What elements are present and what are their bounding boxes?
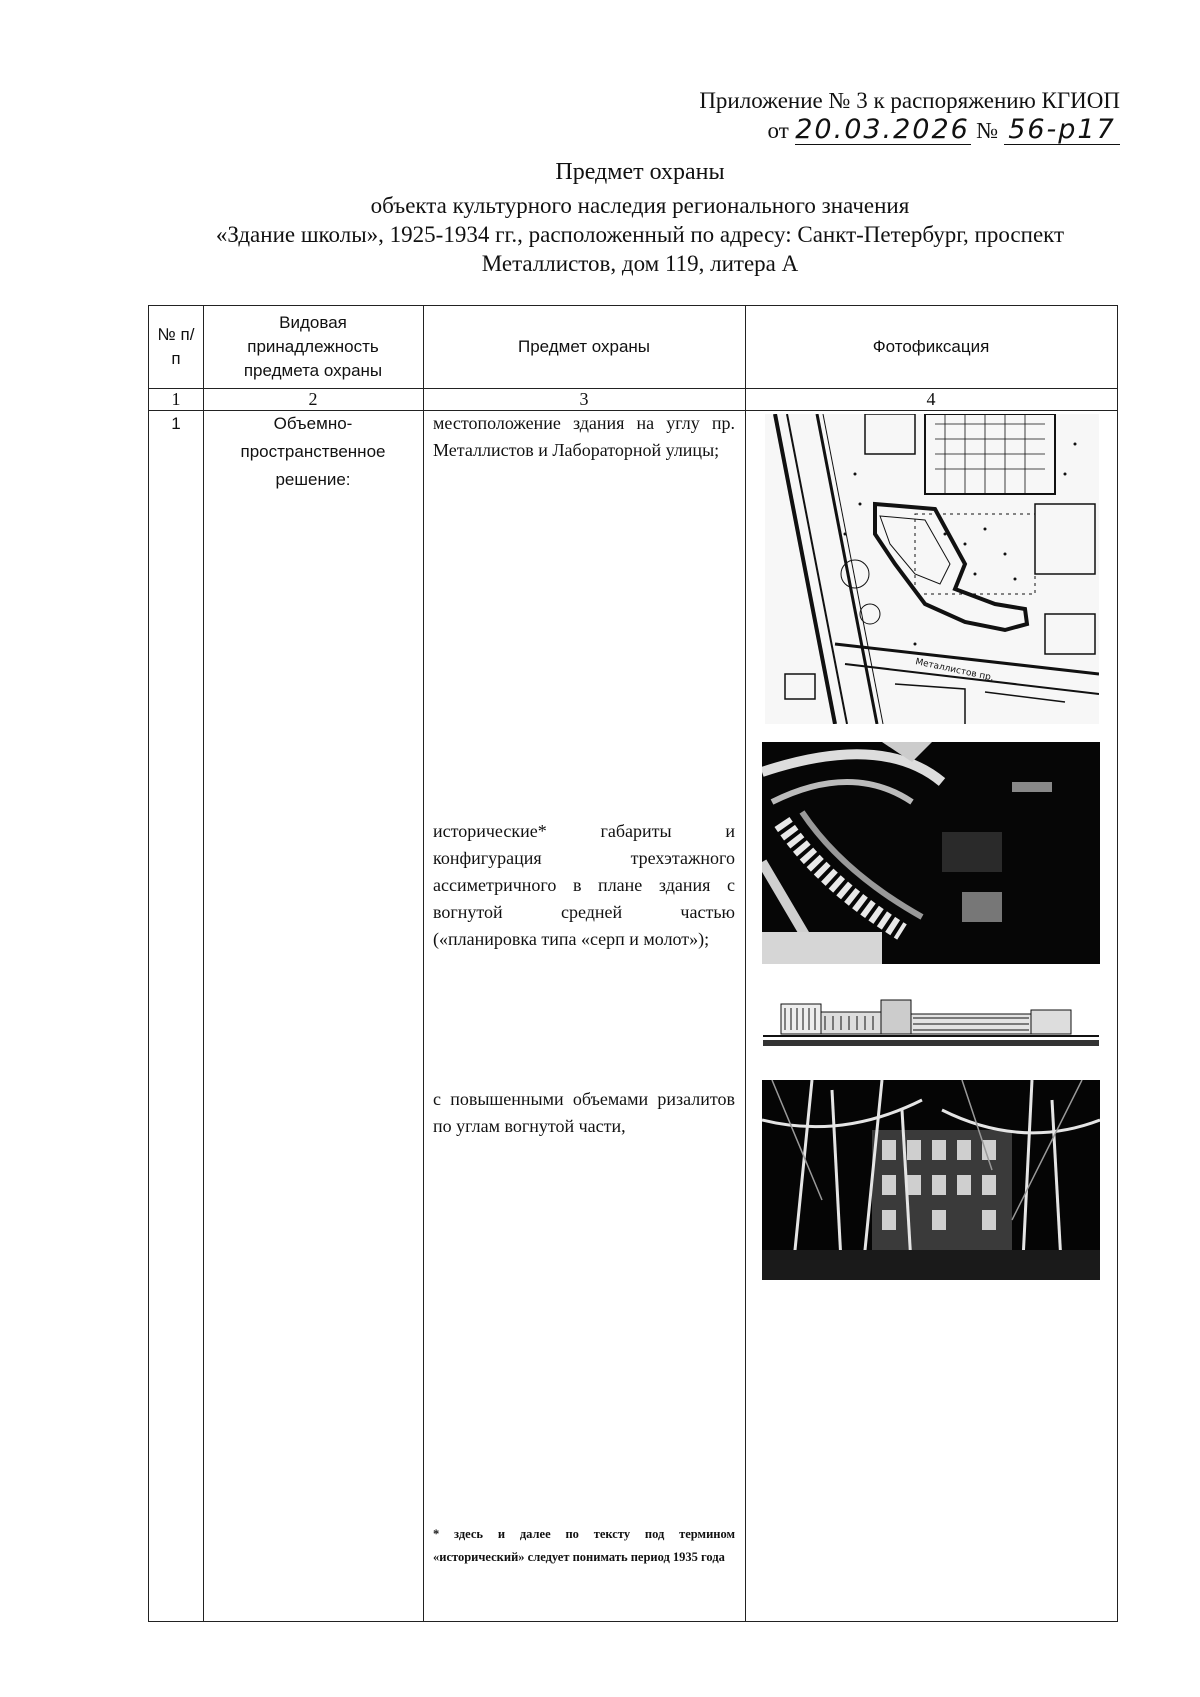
handwritten-date: 20.03.2026 xyxy=(795,114,970,145)
header-number: № п/п xyxy=(157,325,195,368)
column-number: 4 xyxy=(926,389,936,409)
subject-item-risalits: с повышенными объемами ризалитов по углам вогнутой части, xyxy=(433,1089,735,1136)
header-category: Видовая принадлежность предмета охраны xyxy=(243,313,383,380)
category-line: решение: xyxy=(275,470,351,489)
panorama-drawing xyxy=(763,986,1099,1058)
category-line: Объемно- xyxy=(273,414,353,433)
title-line-4: Металлистов, дом 119, литера А xyxy=(481,251,799,276)
column-number: 2 xyxy=(308,389,318,409)
appendix-line: Приложение № 3 к распоряжению КГИОП xyxy=(699,88,1120,113)
date-prefix: от xyxy=(767,118,789,143)
title-line-2: объекта культурного наследия регионального значения xyxy=(370,193,910,218)
subject-item-location: местоположение здания на углу пр. Металлистов и Лабораторной улицы; xyxy=(433,413,735,460)
number-sign: № xyxy=(976,118,999,143)
column-divider xyxy=(745,306,746,1621)
appendix-header xyxy=(699,86,1120,145)
facade-photo-image xyxy=(762,1080,1100,1280)
handwritten-number: 56-р17 xyxy=(1004,115,1120,145)
document-title xyxy=(100,158,1180,278)
protection-table xyxy=(148,305,1118,1622)
facade-photo-drawing xyxy=(762,1080,1100,1280)
title-line-3: «Здание школы», 1925-1934 гг., расположенный по адресу: Санкт-Петербург, проспект xyxy=(215,222,1065,247)
title-line-1: Предмет охраны xyxy=(555,159,725,185)
column-number: 3 xyxy=(579,389,589,409)
footnote: * здесь и далее по тексту под термином «исторический» следует понимать период 1935 года xyxy=(433,1527,735,1564)
header-subject: Предмет охраны xyxy=(517,337,651,356)
subject-item-dimensions: исторические* габариты и конфигурация трехэтажного ассиметричного в плане здания с вогнутой средней частью («планировка типа «серп и молот»); xyxy=(433,821,735,949)
header-photos: Фотофиксация xyxy=(872,337,990,356)
site-map-image xyxy=(765,414,1099,724)
aerial-photo-drawing xyxy=(762,742,1100,964)
column-divider xyxy=(203,306,204,1621)
column-number: 1 xyxy=(171,389,181,409)
aerial-photo-image xyxy=(762,742,1100,964)
category-line: пространственное xyxy=(240,442,386,461)
row-category xyxy=(203,410,423,494)
column-divider xyxy=(423,306,424,1621)
panorama-drawing-image xyxy=(763,986,1099,1058)
row-number: 1 xyxy=(171,414,181,433)
appendix-date-line xyxy=(699,115,1120,145)
map-street-label: Металлистов пр. xyxy=(914,657,995,684)
site-map-drawing xyxy=(765,414,1099,724)
